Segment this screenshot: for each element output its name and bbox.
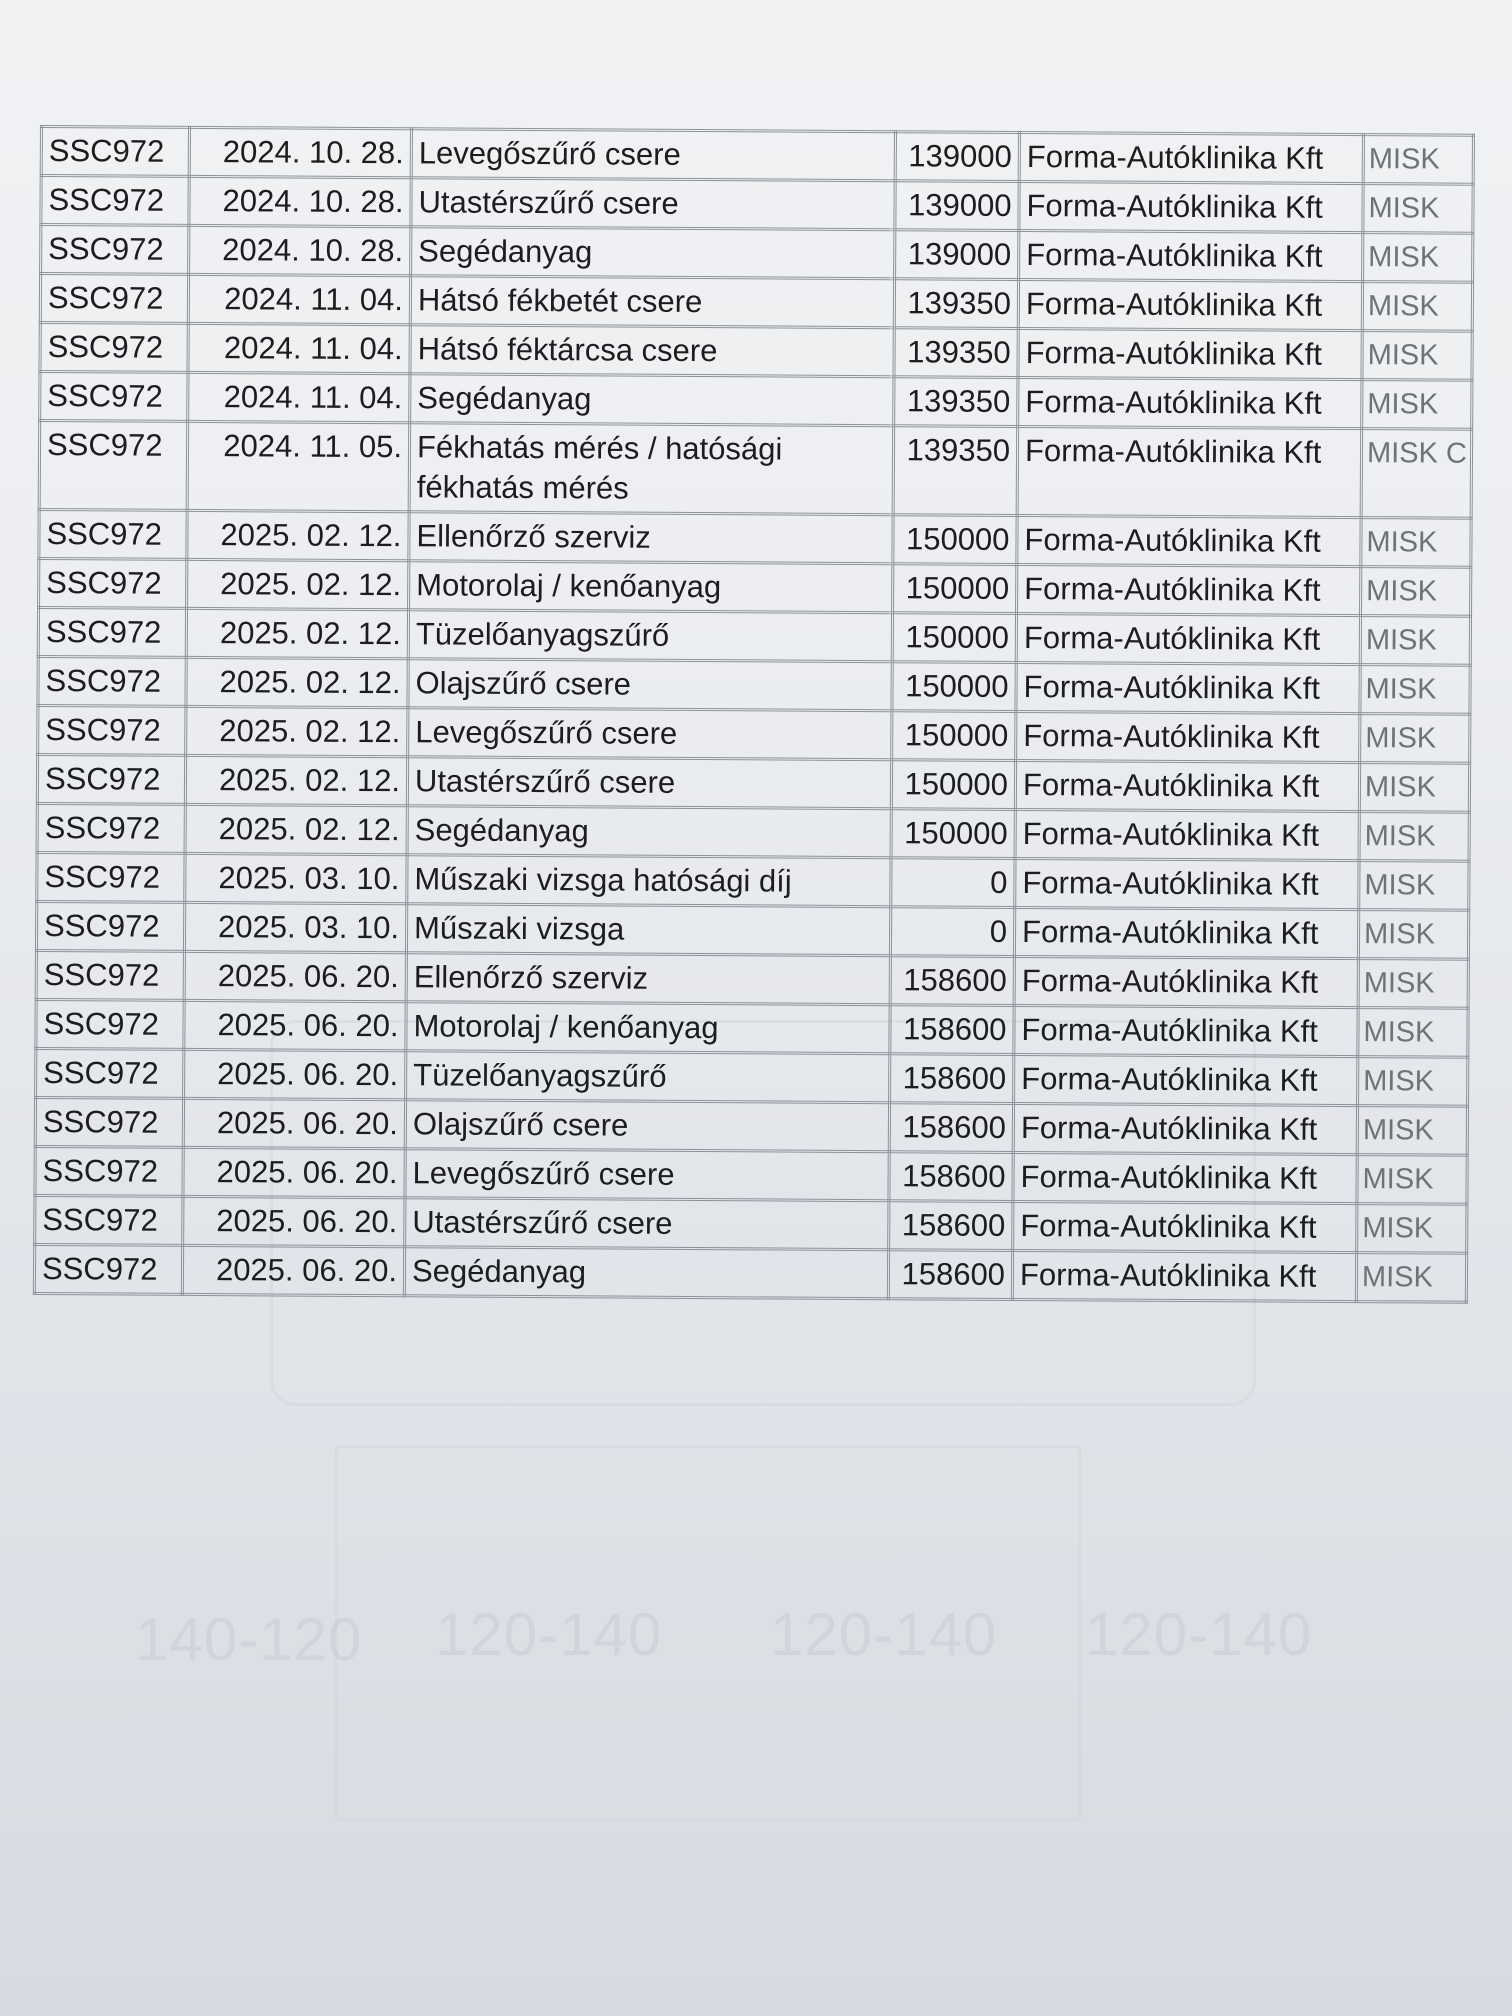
service-date-cell: 2025. 02. 12. — [187, 559, 409, 609]
table-row — [39, 559, 1471, 617]
table-row — [39, 421, 1472, 519]
service-date-cell: 2025. 06. 20. — [183, 1098, 405, 1148]
license-plate-cell: SSC972 — [35, 1195, 183, 1245]
service-date-cell: 2024. 10. 28. — [189, 225, 411, 275]
license-plate-cell: SSC972 — [38, 656, 186, 706]
service-provider-cell: Forma-Autóklinika Kft — [1017, 515, 1361, 566]
service-provider-cell: Forma-Autóklinika Kft — [1014, 907, 1358, 958]
city-cell: MISK — [1361, 518, 1471, 568]
service-provider-cell: Forma-Autóklinika Kft — [1014, 1054, 1358, 1105]
service-date-cell: 2025. 06. 20. — [182, 1245, 404, 1295]
license-plate-cell: SSC972 — [36, 999, 184, 1049]
license-plate-cell: SSC972 — [37, 852, 185, 902]
license-plate-cell: SSC972 — [36, 1048, 184, 1098]
city-cell: MISK — [1360, 616, 1470, 666]
city-cell: MISK C — [1361, 429, 1472, 519]
table-row — [35, 1146, 1467, 1204]
service-date-cell: 2025. 02. 12. — [185, 804, 407, 854]
table-row — [36, 901, 1468, 959]
service-date-cell: 2024. 11. 05. — [187, 421, 410, 511]
service-description-cell: Levegőszűrő csere — [411, 129, 895, 181]
odometer-cell: 139350 — [893, 426, 1018, 516]
odometer-cell: 139350 — [894, 328, 1018, 378]
service-date-cell: 2025. 06. 20. — [183, 1147, 405, 1197]
odometer-cell: 139000 — [895, 132, 1019, 182]
service-description-cell: Segédanyag — [410, 374, 894, 426]
odometer-cell: 150000 — [893, 564, 1017, 614]
odometer-cell: 150000 — [892, 613, 1016, 663]
table-row — [38, 705, 1470, 763]
license-plate-cell: SSC972 — [39, 510, 187, 560]
service-provider-cell: Forma-Autóklinika Kft — [1016, 662, 1360, 713]
service-date-cell: 2024. 11. 04. — [188, 274, 410, 324]
service-date-cell: 2024. 10. 28. — [189, 127, 411, 177]
service-date-cell: 2024. 11. 04. — [188, 323, 410, 373]
service-description-cell: Ellenőrző szerviz — [409, 512, 893, 564]
service-provider-cell: Forma-Autóklinika Kft — [1019, 230, 1363, 281]
table-row — [37, 754, 1469, 812]
license-plate-cell: SSC972 — [38, 608, 186, 658]
table-row — [40, 372, 1472, 430]
table-row — [39, 510, 1471, 568]
license-plate-cell: SSC972 — [40, 274, 188, 324]
service-description-cell: Utastérszűrő csere — [405, 1198, 889, 1250]
city-cell: MISK — [1359, 763, 1469, 813]
odometer-cell: 0 — [890, 907, 1014, 957]
service-description-cell: Olajszűrő csere — [405, 1100, 889, 1152]
license-plate-cell: SSC972 — [37, 754, 185, 804]
city-cell: MISK — [1362, 380, 1472, 430]
service-date-cell: 2025. 06. 20. — [184, 1049, 406, 1099]
odometer-cell: 158600 — [890, 1054, 1014, 1104]
service-description-cell: Utastérszűrő csere — [411, 178, 895, 230]
city-cell: MISK — [1361, 567, 1471, 617]
service-date-cell: 2025. 06. 20. — [184, 951, 406, 1001]
city-cell: MISK — [1356, 1253, 1466, 1303]
table-row — [36, 950, 1468, 1008]
service-date-cell: 2025. 02. 12. — [185, 755, 407, 805]
service-log-body — [34, 127, 1473, 1303]
table-row — [40, 274, 1472, 332]
city-cell: MISK — [1357, 1106, 1467, 1156]
odometer-cell: 158600 — [890, 1005, 1014, 1055]
table-row — [38, 656, 1470, 714]
license-plate-cell: SSC972 — [39, 421, 188, 511]
license-plate-cell: SSC972 — [41, 127, 189, 177]
city-cell: MISK — [1357, 1204, 1467, 1254]
table-row — [41, 176, 1473, 234]
city-cell: MISK — [1362, 282, 1472, 332]
service-description-cell: Műszaki vizsga hatósági díj — [407, 855, 891, 907]
table-row — [37, 852, 1469, 910]
service-description-cell: Műszaki vizsga — [406, 904, 890, 956]
service-provider-cell: Forma-Autóklinika Kft — [1015, 858, 1359, 909]
odometer-cell: 158600 — [890, 956, 1014, 1006]
table-row — [41, 127, 1473, 185]
table-row — [36, 1048, 1468, 1106]
ghost-mark: 120-140 — [1085, 1601, 1313, 1668]
service-description-cell: Segédanyag — [404, 1247, 888, 1299]
odometer-cell: 150000 — [892, 662, 1016, 712]
service-date-cell: 2025. 02. 12. — [186, 706, 408, 756]
odometer-cell: 139350 — [894, 377, 1018, 427]
service-provider-cell: Forma-Autóklinika Kft — [1014, 1005, 1358, 1056]
service-description-cell: Tüzelőanyagszűrő — [406, 1051, 890, 1103]
license-plate-cell: SSC972 — [37, 803, 185, 853]
service-provider-cell: Forma-Autóklinika Kft — [1013, 1201, 1357, 1252]
service-description-cell: Tüzelőanyagszűrő — [408, 610, 892, 662]
service-provider-cell: Forma-Autóklinika Kft — [1018, 279, 1362, 330]
service-provider-cell: Forma-Autóklinika Kft — [1013, 1152, 1357, 1203]
table-row — [34, 1244, 1466, 1302]
table-row — [35, 1195, 1467, 1253]
service-provider-cell: Forma-Autóklinika Kft — [1016, 613, 1360, 664]
table-row — [36, 999, 1468, 1057]
odometer-cell: 139000 — [895, 230, 1019, 280]
odometer-cell: 150000 — [892, 711, 1016, 761]
odometer-cell: 158600 — [889, 1152, 1013, 1202]
license-plate-cell: SSC972 — [41, 225, 189, 275]
service-provider-cell: Forma-Autóklinika Kft — [1018, 377, 1362, 428]
table-row — [38, 608, 1470, 666]
service-date-cell: 2025. 03. 10. — [184, 902, 406, 952]
license-plate-cell: SSC972 — [38, 705, 186, 755]
city-cell: MISK — [1357, 1155, 1467, 1205]
city-cell: MISK — [1363, 233, 1473, 283]
service-description-cell: Hátsó fékbetét csere — [410, 276, 894, 328]
service-log-table — [33, 125, 1475, 1304]
table-row — [40, 323, 1472, 381]
city-cell: MISK — [1363, 184, 1473, 234]
service-date-cell: 2025. 02. 12. — [186, 608, 408, 658]
service-provider-cell: Forma-Autóklinika Kft — [1015, 760, 1359, 811]
service-description-cell: Motorolaj / kenőanyag — [409, 561, 893, 613]
service-date-cell: 2024. 11. 04. — [188, 372, 410, 422]
odometer-cell: 150000 — [891, 760, 1015, 810]
service-description-cell: Ellenőrző szerviz — [406, 953, 890, 1005]
service-provider-cell: Forma-Autóklinika Kft — [1016, 711, 1360, 762]
table-row — [37, 803, 1469, 861]
service-provider-cell: Forma-Autóklinika Kft — [1019, 181, 1363, 232]
service-provider-cell: Forma-Autóklinika Kft — [1014, 956, 1358, 1007]
service-provider-cell: Forma-Autóklinika Kft — [1017, 564, 1361, 615]
license-plate-cell: SSC972 — [36, 950, 184, 1000]
odometer-cell: 139000 — [895, 181, 1019, 231]
service-description-cell: Olajszűrő csere — [408, 659, 892, 711]
ghost-mark: 120-140 — [770, 1601, 998, 1668]
service-provider-cell: Forma-Autóklinika Kft — [1015, 809, 1359, 860]
ghost-mark: 140-120 — [135, 1606, 363, 1673]
service-provider-cell: Forma-Autóklinika Kft — [1019, 132, 1363, 183]
odometer-cell: 158600 — [889, 1201, 1013, 1251]
service-provider-cell: Forma-Autóklinika Kft — [1012, 1250, 1356, 1301]
city-cell: MISK — [1360, 714, 1470, 764]
service-date-cell: 2025. 03. 10. — [185, 853, 407, 903]
license-plate-cell: SSC972 — [36, 901, 184, 951]
city-cell: MISK — [1358, 959, 1468, 1009]
odometer-cell: 0 — [891, 858, 1015, 908]
city-cell: MISK — [1358, 1008, 1468, 1058]
license-plate-cell: SSC972 — [40, 323, 188, 373]
odometer-cell: 158600 — [889, 1103, 1013, 1153]
ghost-frame — [335, 1445, 1081, 1821]
license-plate-cell: SSC972 — [40, 372, 188, 422]
ghost-mark: 120-140 — [435, 1601, 663, 1668]
service-provider-cell: Forma-Autóklinika Kft — [1013, 1103, 1357, 1154]
odometer-cell: 139350 — [894, 279, 1018, 329]
odometer-cell: 150000 — [893, 515, 1017, 565]
service-description-cell: Motorolaj / kenőanyag — [406, 1002, 890, 1054]
city-cell: MISK — [1358, 1057, 1468, 1107]
license-plate-cell: SSC972 — [35, 1097, 183, 1147]
service-date-cell: 2025. 02. 12. — [187, 510, 409, 560]
city-cell: MISK — [1362, 331, 1472, 381]
table-row — [41, 225, 1473, 283]
service-description-cell: Segédanyag — [407, 806, 891, 858]
table-row — [35, 1097, 1467, 1155]
service-date-cell: 2025. 02. 12. — [186, 657, 408, 707]
service-description-cell: Utastérszűrő csere — [407, 757, 891, 809]
odometer-cell: 158600 — [888, 1250, 1012, 1300]
odometer-cell: 150000 — [891, 809, 1015, 859]
license-plate-cell: SSC972 — [34, 1244, 182, 1294]
city-cell: MISK — [1360, 665, 1470, 715]
service-description-cell: Levegőszűrő csere — [405, 1149, 889, 1201]
city-cell: MISK — [1358, 910, 1468, 960]
service-date-cell: 2024. 10. 28. — [189, 176, 411, 226]
city-cell: MISK — [1359, 812, 1469, 862]
city-cell: MISK — [1359, 861, 1469, 911]
service-description-cell: Hátsó féktárcsa csere — [410, 325, 894, 377]
license-plate-cell: SSC972 — [35, 1146, 183, 1196]
license-plate-cell: SSC972 — [39, 559, 187, 609]
service-description-cell: Levegőszűrő csere — [408, 708, 892, 760]
city-cell: MISK — [1363, 135, 1473, 185]
license-plate-cell: SSC972 — [41, 176, 189, 226]
service-provider-cell: Forma-Autóklinika Kft — [1018, 328, 1362, 379]
service-date-cell: 2025. 06. 20. — [184, 1000, 406, 1050]
service-provider-cell: Forma-Autóklinika Kft — [1017, 426, 1362, 517]
service-description-cell: Segédanyag — [411, 227, 895, 279]
service-date-cell: 2025. 06. 20. — [183, 1196, 405, 1246]
service-description-cell: Fékhatás mérés / hatósági fékhatás mérés — [409, 423, 894, 515]
